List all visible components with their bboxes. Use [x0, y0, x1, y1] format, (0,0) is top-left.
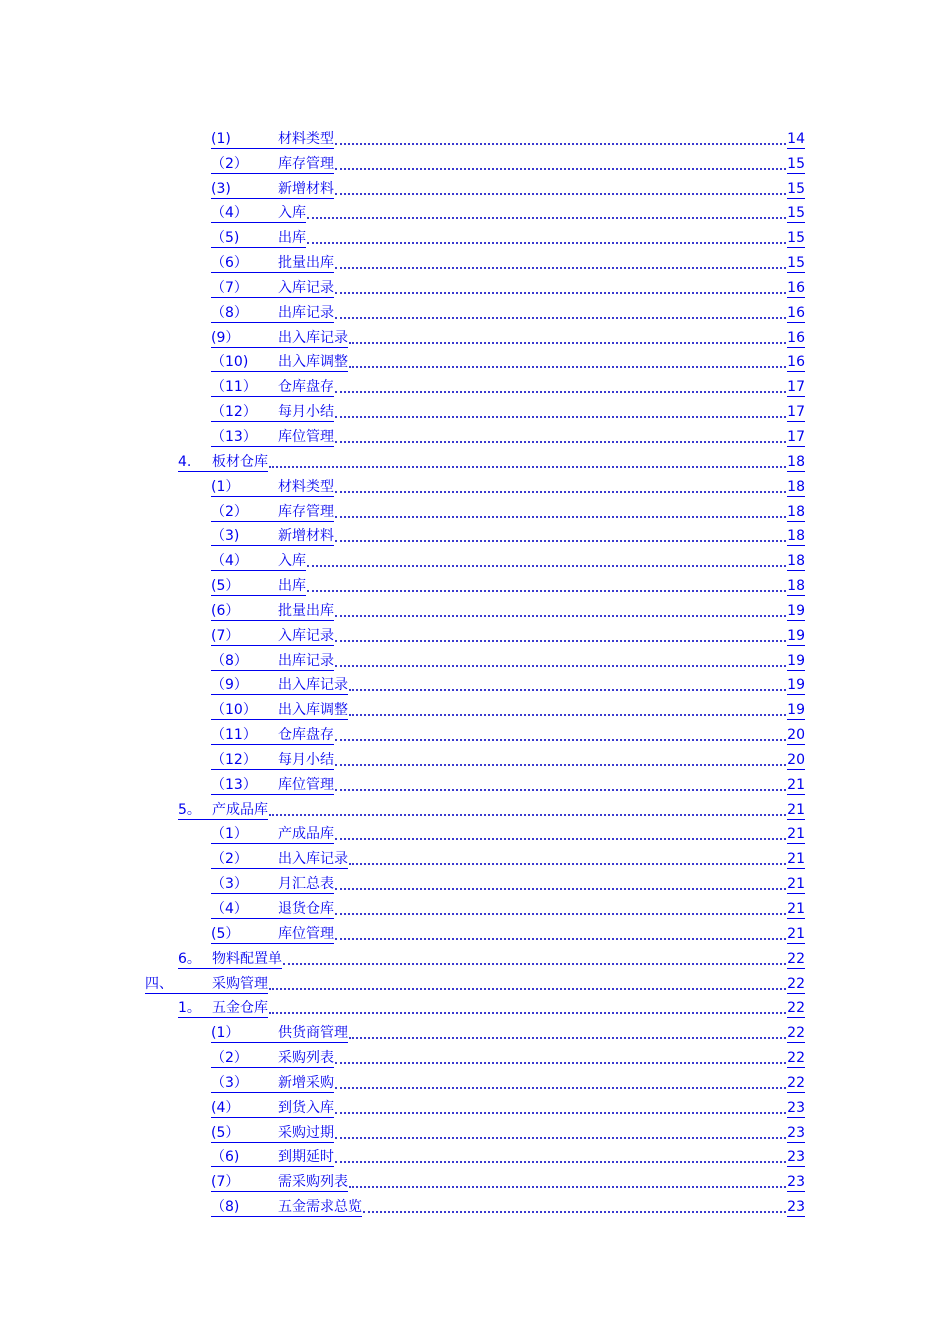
toc-dot-leader: [283, 963, 786, 965]
toc-dot-leader: [335, 1137, 786, 1139]
toc-dot-leader: [335, 1062, 786, 1064]
toc-dot-leader: [335, 1087, 786, 1089]
toc-entry-page-number: 17: [787, 428, 805, 445]
toc-entry-number: （1）: [211, 825, 278, 844]
toc-entry-page-number: 21: [787, 925, 805, 942]
toc-entry[interactable]: [0, 894, 950, 919]
toc-entry-title: 库存管理: [278, 155, 334, 172]
toc-entry-number: （6): [211, 1148, 278, 1167]
toc-entry-page-number: 23: [787, 1149, 805, 1166]
toc-entry-title: 出库记录: [278, 304, 334, 321]
toc-entry-page-number: 15: [787, 230, 805, 247]
toc-entry-number: (1）: [211, 478, 278, 497]
toc-entry-page-number: 20: [787, 727, 805, 744]
toc-entry-number: （11）: [211, 378, 278, 397]
toc-dot-leader: [335, 391, 786, 393]
toc-entry-title: 材料类型: [278, 478, 334, 495]
toc-entry-title: 月汇总表: [278, 876, 334, 893]
toc-entry-page-number: 19: [787, 677, 805, 694]
toc-dot-leader: [269, 1012, 786, 1014]
toc-dot-leader: [349, 689, 786, 691]
toc-entry-page-number: 18: [787, 453, 805, 470]
toc-entry-number: （8): [211, 1198, 278, 1217]
toc-dot-leader: [335, 317, 786, 319]
toc-entry-number: （3): [211, 527, 278, 546]
toc-entry-number: （4）: [211, 204, 278, 223]
toc-entry-title: 出库: [278, 578, 306, 595]
toc-entry-page-number: 16: [787, 279, 805, 296]
toc-entry-number: （2）: [211, 850, 278, 869]
toc-entry-number: （4）: [211, 900, 278, 919]
toc-dot-leader: [335, 838, 786, 840]
toc-entry[interactable]: [0, 422, 950, 447]
toc-entry-title: 库位管理: [278, 925, 334, 942]
toc-entry-page-number: 14: [787, 130, 805, 147]
toc-entry-page-number: 23: [787, 1099, 805, 1116]
toc-entry[interactable]: [0, 695, 950, 720]
toc-entry[interactable]: [0, 248, 950, 273]
toc-entry[interactable]: [0, 944, 950, 969]
toc-entry-number: （3）: [211, 875, 278, 894]
toc-dot-leader: [335, 1112, 786, 1114]
toc-entry-title: 采购列表: [278, 1050, 334, 1067]
toc-entry-number: （7）: [211, 279, 278, 298]
toc-entry-page-number: 16: [787, 329, 805, 346]
toc-entry-title: 出入库调整: [278, 702, 348, 719]
toc-entry-page-number: 22: [787, 1000, 805, 1017]
toc-entry-number: （2）: [211, 503, 278, 522]
toc-entry-page-number: 23: [787, 1124, 805, 1141]
toc-entry-page-number: 19: [787, 627, 805, 644]
toc-dot-leader: [349, 342, 786, 344]
toc-entry-page-number: 18: [787, 478, 805, 495]
toc-entry[interactable]: [0, 621, 950, 646]
toc-dot-leader: [335, 888, 786, 890]
toc-entry-title: 出入库记录: [278, 329, 348, 346]
toc-entry-title: 批量出库: [278, 255, 334, 272]
toc-entry-number: (5）: [211, 925, 278, 944]
toc-entry-number: （6）: [211, 254, 278, 273]
toc-entry-title: 到货入库: [278, 1099, 334, 1116]
toc-entry-number: (1): [211, 130, 278, 149]
toc-dot-leader: [335, 739, 786, 741]
toc-entry-page-number: 17: [787, 404, 805, 421]
toc-entry-number: 5。: [178, 801, 212, 820]
toc-entry-page-number: 22: [787, 950, 805, 967]
toc-entry-title: 到期延时: [278, 1149, 334, 1166]
toc-entry[interactable]: [0, 323, 950, 348]
toc-entry-page-number: 22: [787, 1074, 805, 1091]
toc-entry[interactable]: [0, 671, 950, 696]
toc-entry-page-number: 16: [787, 354, 805, 371]
toc-entry-title: 出库: [278, 230, 306, 247]
toc-entry-number: （10): [211, 353, 278, 372]
toc-entry-page-number: 15: [787, 255, 805, 272]
toc-entry-page-number: 18: [787, 553, 805, 570]
toc-entry[interactable]: [0, 1093, 950, 1118]
toc-dot-leader: [335, 267, 786, 269]
toc-dot-leader: [335, 640, 786, 642]
toc-entry[interactable]: [0, 869, 950, 894]
toc-entry-number: （9）: [211, 676, 278, 695]
toc-entry-page-number: 23: [787, 1199, 805, 1216]
toc-entry-title: 出库记录: [278, 652, 334, 669]
toc-dot-leader: [269, 466, 786, 468]
toc-dot-leader: [335, 913, 786, 915]
toc-entry-title: 出入库记录: [278, 851, 348, 868]
toc-entry-number: （8）: [211, 652, 278, 671]
toc-entry-page-number: 19: [787, 702, 805, 719]
toc-entry-number: （8）: [211, 304, 278, 323]
toc-entry-page-number: 21: [787, 876, 805, 893]
toc-dot-leader: [307, 242, 786, 244]
toc-entry-title: 采购过期: [278, 1124, 334, 1141]
toc-dot-leader: [269, 814, 786, 816]
toc-entry-number: (5）: [211, 577, 278, 596]
toc-entry-number: 6。: [178, 950, 212, 969]
toc-dot-leader: [335, 665, 786, 667]
toc-dot-leader: [335, 491, 786, 493]
toc-entry-title: 新增材料: [278, 180, 334, 197]
toc-entry[interactable]: [0, 447, 950, 472]
toc-entry[interactable]: [0, 149, 950, 174]
toc-dot-leader: [307, 590, 786, 592]
toc-entry-page-number: 19: [787, 602, 805, 619]
toc-entry[interactable]: [0, 1118, 950, 1143]
toc-dot-leader: [335, 516, 786, 518]
toc-entry-title: 入库: [278, 205, 306, 222]
toc-entry[interactable]: [0, 844, 950, 869]
toc-entry[interactable]: [0, 720, 950, 745]
toc-entry-title: 五金仓库: [212, 1000, 268, 1017]
toc-entry-title: 板材仓库: [212, 453, 268, 470]
toc-entry[interactable]: [0, 770, 950, 795]
toc-entry[interactable]: [0, 298, 950, 323]
toc-entry[interactable]: [0, 820, 950, 845]
toc-entry-title: 入库记录: [278, 627, 334, 644]
toc-entry-title: 物料配置单: [212, 950, 282, 967]
toc-entry[interactable]: [0, 472, 950, 497]
toc-entry-page-number: 15: [787, 205, 805, 222]
toc-dot-leader: [335, 789, 786, 791]
toc-entry-number: (7）: [211, 1173, 278, 1192]
toc-entry-number: （12）: [211, 403, 278, 422]
toc-entry-number: （4）: [211, 552, 278, 571]
toc-entry-page-number: 21: [787, 801, 805, 818]
toc-entry[interactable]: [0, 546, 950, 571]
toc-dot-leader: [349, 714, 786, 716]
toc-entry-number: （5): [211, 229, 278, 248]
toc-entry-title: 每月小结: [278, 751, 334, 768]
toc-entry[interactable]: [0, 596, 950, 621]
toc-entry-page-number: 17: [787, 379, 805, 396]
toc-entry-page-number: 21: [787, 901, 805, 917]
toc-entry[interactable]: [0, 199, 950, 224]
toc-dot-leader: [349, 1186, 786, 1188]
toc-entry-number: 1。: [178, 999, 212, 1018]
toc-dot-leader: [349, 863, 786, 865]
toc-entry-title: 入库: [278, 553, 306, 570]
toc-entry-title: 库位管理: [278, 776, 334, 793]
toc-dot-leader: [349, 1037, 786, 1039]
toc-dot-leader: [335, 615, 786, 617]
toc-entry[interactable]: [0, 522, 950, 547]
toc-entry[interactable]: [0, 795, 950, 820]
toc-entry-page-number: 15: [787, 155, 805, 172]
toc-entry[interactable]: [0, 1143, 950, 1168]
toc-dot-leader: [349, 366, 786, 368]
toc-entry-number: (4）: [211, 1099, 278, 1118]
toc-entry-title: 材料类型: [278, 130, 334, 147]
toc-entry-page-number: 18: [787, 503, 805, 520]
toc-entry[interactable]: [0, 223, 950, 248]
toc-dot-leader: [335, 441, 786, 443]
toc-entry-number: (7）: [211, 627, 278, 646]
toc-entry-number: (9）: [211, 329, 278, 348]
toc-dot-leader: [307, 217, 786, 219]
toc-entry[interactable]: [0, 372, 950, 397]
toc-entry-title: 产成品库: [278, 826, 334, 843]
toc-entry[interactable]: [0, 497, 950, 522]
toc-entry[interactable]: [0, 1068, 950, 1093]
toc-entry-page-number: 19: [787, 652, 805, 669]
toc-entry-page-number: 18: [787, 528, 805, 545]
toc-entry-title: 仓库盘存: [278, 379, 334, 396]
toc-entry[interactable]: [0, 174, 950, 199]
toc-entry[interactable]: [0, 273, 950, 298]
toc-entry-number: （2）: [211, 1049, 278, 1068]
toc-entry-page-number: 22: [787, 975, 805, 992]
toc-dot-leader: [335, 1161, 786, 1163]
toc-dot-leader: [335, 143, 786, 145]
toc-entry-title: 供货商管理: [278, 1025, 348, 1042]
toc-entry-page-number: 22: [787, 1025, 805, 1042]
toc-entry-title: 新增材料: [278, 528, 334, 545]
toc-entry-number: (3): [211, 180, 278, 199]
toc-entry[interactable]: [0, 969, 950, 994]
toc-entry[interactable]: [0, 124, 950, 149]
toc-entry-title: 库存管理: [278, 503, 334, 520]
toc-dot-leader: [335, 416, 786, 418]
toc-entry-number: （3）: [211, 1074, 278, 1093]
toc-entry-title: 批量出库: [278, 602, 334, 619]
toc-entry-page-number: 18: [787, 578, 805, 595]
toc-entry[interactable]: [0, 1018, 950, 1043]
toc-entry-number: （2）: [211, 155, 278, 174]
toc-entry-number: （12）: [211, 751, 278, 770]
toc-dot-leader: [335, 764, 786, 766]
toc-entry[interactable]: [0, 1192, 950, 1217]
toc-entry-number: （11）: [211, 726, 278, 745]
toc-dot-leader: [335, 540, 786, 542]
toc-dot-leader: [269, 988, 786, 990]
toc-entry-title: 每月小结: [278, 404, 334, 421]
toc-dot-leader: [307, 565, 786, 567]
toc-entry-title: 需采购列表: [278, 1174, 348, 1191]
toc-dot-leader: [363, 1211, 786, 1213]
toc-entry-page-number: 21: [787, 826, 805, 843]
toc-entry-title: 仓库盘存: [278, 727, 334, 744]
toc-entry[interactable]: [0, 646, 950, 671]
toc-entry-title: 五金需求总览: [278, 1199, 362, 1216]
toc-entry[interactable]: [0, 745, 950, 770]
toc-entry-title: 出入库调整: [278, 354, 348, 371]
toc-entry[interactable]: [0, 1167, 950, 1192]
toc-entry-title: 出入库记录: [278, 677, 348, 694]
toc-entry-number: 4.: [178, 453, 212, 472]
toc-entry-title: 采购管理: [212, 975, 268, 992]
toc-entry-number: (6）: [211, 602, 278, 621]
toc-entry-page-number: 20: [787, 751, 805, 768]
toc-entry-number: （13）: [211, 428, 278, 447]
table-of-contents: [0, 124, 950, 1217]
toc-entry-number: 四、: [145, 975, 212, 994]
toc-entry-page-number: 22: [787, 1050, 805, 1067]
toc-entry-page-number: 23: [787, 1174, 805, 1191]
toc-entry[interactable]: [0, 571, 950, 596]
toc-entry[interactable]: [0, 397, 950, 422]
toc-entry[interactable]: [0, 994, 950, 1019]
toc-entry-number: （10）: [211, 701, 278, 720]
toc-dot-leader: [335, 168, 786, 170]
toc-entry-page-number: 21: [787, 776, 805, 793]
toc-entry-title: 库位管理: [278, 428, 334, 445]
toc-dot-leader: [335, 938, 786, 940]
toc-entry-number: （13）: [211, 776, 278, 795]
toc-entry-title: 新增采购: [278, 1074, 334, 1091]
toc-entry-number: (5）: [211, 1124, 278, 1143]
toc-entry-title: 入库记录: [278, 279, 334, 296]
toc-entry-title: 退货仓库: [278, 901, 334, 917]
toc-entry[interactable]: [0, 348, 950, 373]
toc-entry[interactable]: [0, 919, 950, 944]
toc-entry-page-number: 21: [787, 851, 805, 868]
toc-entry-page-number: 16: [787, 304, 805, 321]
toc-entry-title: 产成品库: [212, 801, 268, 818]
toc-dot-leader: [335, 193, 786, 195]
toc-entry-page-number: 15: [787, 180, 805, 197]
toc-entry-number: (1）: [211, 1024, 278, 1043]
toc-entry[interactable]: [0, 1043, 950, 1068]
toc-dot-leader: [335, 292, 786, 294]
